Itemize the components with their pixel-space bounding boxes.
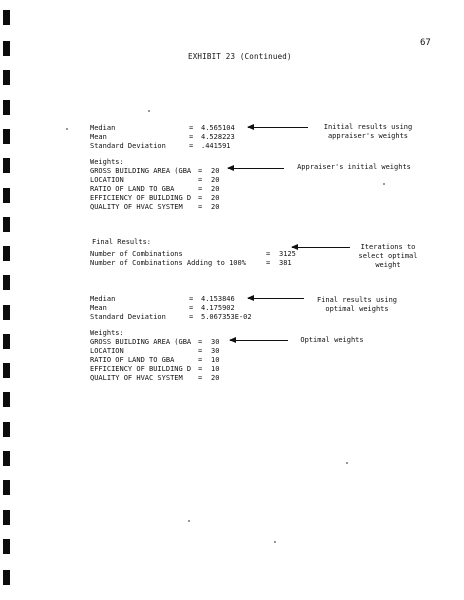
weight-label: RATIO OF LAND TO GBA [90, 185, 175, 193]
count-value: 3125 [279, 250, 296, 258]
weight-value: 10 [211, 356, 220, 364]
weight-value: 30 [211, 347, 220, 355]
note-optimal-weights: Optimal weights [300, 336, 364, 344]
note-line: Iterations to [360, 243, 416, 251]
equals-sign: = [189, 133, 194, 141]
scan-speck [188, 520, 190, 522]
scan-speck [274, 541, 276, 543]
weight-label: LOCATION [90, 347, 124, 355]
binding-mark [3, 392, 10, 407]
binding-mark [3, 570, 10, 585]
weight-value: 20 [211, 194, 220, 202]
stat-label: Median [90, 124, 116, 132]
equals-sign: = [189, 313, 194, 321]
weight-value: 20 [211, 374, 220, 382]
equals-sign: = [198, 347, 203, 355]
equals-sign: = [266, 259, 271, 267]
stat-label: Mean [90, 304, 107, 312]
weight-value: 10 [211, 365, 220, 373]
weight-label: LOCATION [90, 176, 124, 184]
weight-value: 20 [211, 176, 220, 184]
binding-mark [3, 451, 10, 466]
weight-value: 20 [211, 167, 220, 175]
arrow-iterations [292, 247, 350, 248]
equals-sign: = [198, 338, 203, 346]
equals-sign: = [198, 176, 203, 184]
stat-label: Median [90, 295, 116, 303]
binding-strip [3, 0, 11, 600]
stat-label: Standard Deviation [90, 313, 166, 321]
binding-mark [3, 363, 10, 378]
equals-sign: = [198, 356, 203, 364]
arrow-final-results [248, 298, 304, 299]
weight-value: 20 [211, 203, 220, 211]
scan-speck [383, 183, 385, 185]
equals-sign: = [198, 185, 203, 193]
exhibit-title: EXHIBIT 23 (Continued) [188, 52, 292, 61]
note-line: optimal weights [325, 305, 389, 313]
weight-label: EFFICIENCY OF BUILDING D [90, 365, 192, 373]
equals-sign: = [266, 250, 271, 258]
equals-sign: = [189, 295, 194, 303]
note-iterations [346, 243, 430, 270]
binding-mark [3, 217, 10, 232]
note-line: select optimal [358, 252, 418, 260]
stat-value: 4.528223 [201, 133, 235, 141]
weight-label: QUALITY OF HVAC SYSTEM [90, 374, 183, 382]
stat-value: 4.153846 [201, 295, 235, 303]
stat-label: Mean [90, 133, 107, 141]
stat-value: 4.175902 [201, 304, 235, 312]
binding-mark [3, 422, 10, 437]
equals-sign: = [198, 194, 203, 202]
arrow-optimal-weights [230, 340, 288, 341]
stat-value: 4.565104 [201, 124, 235, 132]
scan-speck [66, 128, 68, 130]
weights-heading: Weights: [90, 329, 124, 337]
binding-mark [3, 305, 10, 320]
binding-mark [3, 129, 10, 144]
binding-mark [3, 41, 10, 56]
note-initial-weights: Appraiser's initial weights [297, 163, 411, 171]
weights-heading: Weights: [90, 158, 124, 166]
binding-mark [3, 539, 10, 554]
page-number: 67 [420, 38, 431, 48]
note-line: Final results using [316, 296, 398, 304]
arrow-initial-weights [228, 168, 284, 169]
note-line: weight [375, 261, 401, 269]
binding-mark [3, 100, 10, 115]
binding-mark [3, 10, 10, 25]
note-final-results [306, 296, 408, 314]
weight-value: 30 [211, 338, 220, 346]
note-initial-results [312, 123, 424, 141]
equals-sign: = [189, 142, 194, 150]
equals-sign: = [189, 304, 194, 312]
weight-label: RATIO OF LAND TO GBA [90, 356, 175, 364]
arrow-initial-results [248, 127, 308, 128]
weight-value: 20 [211, 185, 220, 193]
binding-mark [3, 246, 10, 261]
scan-speck [148, 110, 150, 112]
final-results-heading: Final Results: [92, 238, 152, 246]
equals-sign: = [198, 374, 203, 382]
binding-mark [3, 70, 10, 85]
equals-sign: = [198, 365, 203, 373]
equals-sign: = [198, 203, 203, 211]
binding-mark [3, 510, 10, 525]
count-value: 381 [279, 259, 292, 267]
binding-mark [3, 334, 10, 349]
binding-mark [3, 275, 10, 290]
equals-sign: = [198, 167, 203, 175]
equals-sign: = [189, 124, 194, 132]
binding-mark [3, 158, 10, 173]
note-line: Initial results using [323, 123, 413, 131]
weight-label: GROSS BUILDING AREA (GBA [90, 338, 192, 346]
weight-label: QUALITY OF HVAC SYSTEM [90, 203, 183, 211]
stat-value: 5.067353E-02 [201, 313, 252, 321]
binding-mark [3, 480, 10, 495]
count-label: Number of Combinations [90, 250, 183, 258]
weight-label: GROSS BUILDING AREA (GBA [90, 167, 192, 175]
scan-speck [346, 462, 348, 464]
stat-value: .441591 [201, 142, 231, 150]
binding-mark [3, 188, 10, 203]
stat-label: Standard Deviation [90, 142, 166, 150]
note-line: appraiser's weights [327, 132, 409, 140]
weight-label: EFFICIENCY OF BUILDING D [90, 194, 192, 202]
count-label: Number of Combinations Adding to 100% [90, 259, 246, 267]
